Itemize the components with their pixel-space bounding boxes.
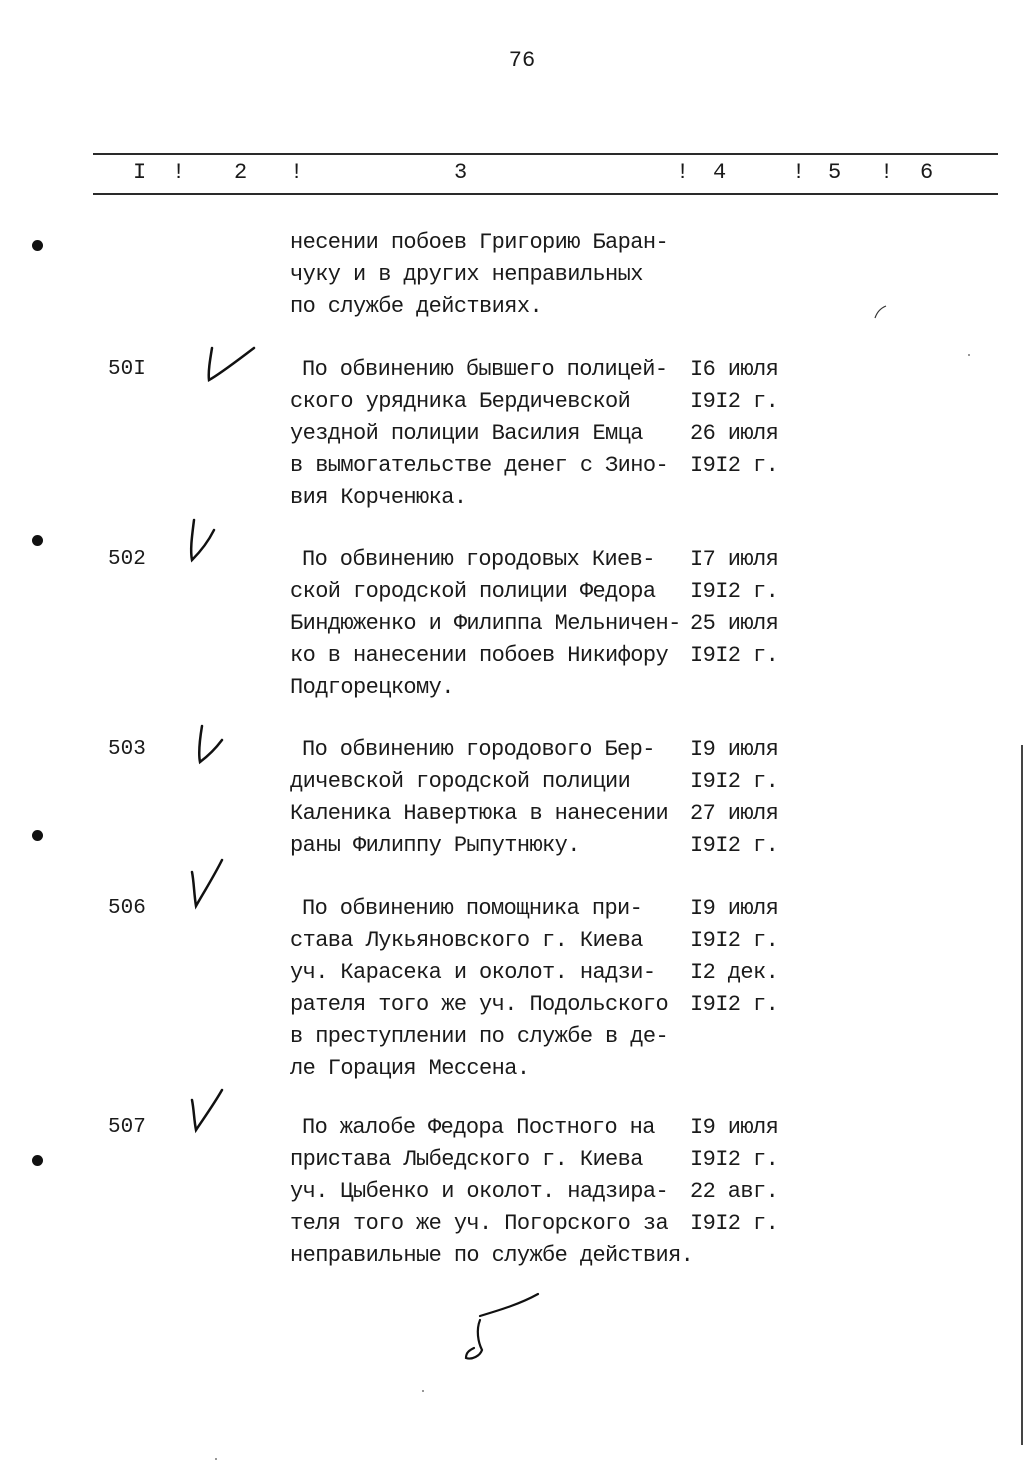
text-line: По обвинению городовых Киев- xyxy=(302,547,655,572)
scan-edge-line xyxy=(1021,745,1023,1445)
text-line: По обвинению городового Бер- xyxy=(302,737,655,762)
column-separator: ! xyxy=(290,160,304,185)
page-number: 76 xyxy=(508,48,536,73)
hole-punch-icon xyxy=(32,830,43,841)
hole-punch-icon xyxy=(32,240,43,251)
header-bottom-rule xyxy=(93,193,998,195)
text-line: в вымогательстве денег с Зино- xyxy=(290,453,669,478)
date-start-year: I9I2 г. xyxy=(690,928,779,953)
date-end-day: 25 июля xyxy=(690,611,779,636)
date-start-year: I9I2 г. xyxy=(690,1147,779,1172)
text-line: в преступлении по службе в де- xyxy=(290,1024,669,1049)
date-start-day: I7 июля xyxy=(690,547,779,572)
hole-punch-icon xyxy=(32,535,43,546)
date-start-day: I9 июля xyxy=(690,1115,779,1140)
text-line: става Лукьяновского г. Киева xyxy=(290,928,643,953)
date-start-year: I9I2 г. xyxy=(690,769,779,794)
text-line: теля того же уч. Погорского за xyxy=(290,1211,669,1236)
text-line: Биндюженко и Филиппа Мельничен- xyxy=(290,611,681,636)
column-header-6: 6 xyxy=(920,160,934,185)
text-line: ской городской полиции Федора xyxy=(290,579,656,604)
entry-number: 50I xyxy=(108,358,146,381)
date-end-year: I9I2 г. xyxy=(690,833,779,858)
stray-mark-icon xyxy=(872,304,888,320)
scan-speck xyxy=(968,354,970,356)
text-line: Подгорецкому. xyxy=(290,675,454,700)
date-start-day: I6 июля xyxy=(690,357,779,382)
handwritten-checkmark-icon xyxy=(190,722,230,768)
text-line: ко в нанесении побоев Никифору xyxy=(290,643,669,668)
text-line: ле Горация Мессена. xyxy=(290,1056,530,1081)
handwritten-checkmark-icon xyxy=(184,1086,228,1136)
header-top-rule xyxy=(93,153,998,155)
column-separator: ! xyxy=(880,160,894,185)
text-line: По обвинению бывшего полицей- xyxy=(302,357,668,382)
handwritten-checkmark-icon xyxy=(200,344,260,386)
text-line: вия Корченюка. xyxy=(290,485,467,510)
date-end-day: 27 июля xyxy=(690,801,779,826)
date-start-year: I9I2 г. xyxy=(690,579,779,604)
entry-number: 502 xyxy=(108,548,146,571)
entry-number: 503 xyxy=(108,738,146,761)
date-end-day: 26 июля xyxy=(690,421,779,446)
date-start-day: I9 июля xyxy=(690,896,779,921)
scan-speck xyxy=(215,1458,217,1460)
date-end-day: I2 дек. xyxy=(690,960,779,985)
text-line: уездной полиции Василия Емца xyxy=(290,421,643,446)
date-end-day: 22 авг. xyxy=(690,1179,779,1204)
text-line: По обвинению помощника при- xyxy=(302,896,643,921)
entry-number: 506 xyxy=(108,897,146,920)
column-header-1: I xyxy=(133,160,147,185)
column-header-2: 2 xyxy=(234,160,248,185)
date-end-year: I9I2 г. xyxy=(690,643,779,668)
handwritten-checkmark-icon xyxy=(182,516,222,568)
column-header-5: 5 xyxy=(828,160,842,185)
date-end-year: I9I2 г. xyxy=(690,1211,779,1236)
column-header-4: 4 xyxy=(713,160,727,185)
column-separator: ! xyxy=(792,160,806,185)
text-line: ского урядника Бердичевской xyxy=(290,389,631,414)
date-start-day: I9 июля xyxy=(690,737,779,762)
text-line: Каленика Навертюка в нанесении xyxy=(290,801,669,826)
date-end-year: I9I2 г. xyxy=(690,453,779,478)
text-line: неправильные по службе действия. xyxy=(290,1243,694,1268)
text-line: пристава Лыбедского г. Киева xyxy=(290,1147,643,1172)
entry-number: 507 xyxy=(108,1116,146,1139)
text-line: рателя того же уч. Подольского xyxy=(290,992,669,1017)
date-end-year: I9I2 г. xyxy=(690,992,779,1017)
text-line: По жалобе Федора Постного на xyxy=(302,1115,655,1140)
column-header-3: 3 xyxy=(454,160,468,185)
text-line: дичевской городской полиции xyxy=(290,769,631,794)
text-line: чуку и в других неправильных xyxy=(290,262,643,287)
column-separator: ! xyxy=(172,160,186,185)
column-separator: ! xyxy=(676,160,690,185)
handwritten-checkmark-icon xyxy=(184,856,228,912)
text-line: уч. Карасека и околот. надзи- xyxy=(290,960,656,985)
date-start-year: I9I2 г. xyxy=(690,389,779,414)
text-line: раны Филиппу Рыпутнюку. xyxy=(290,833,580,858)
handwritten-page-mark-icon xyxy=(460,1290,544,1364)
text-line: несении побоев Григорию Баран- xyxy=(290,230,669,255)
text-line: уч. Цыбенко и околот. надзира- xyxy=(290,1179,669,1204)
scan-speck xyxy=(422,1390,424,1392)
hole-punch-icon xyxy=(32,1155,43,1166)
text-line: по службе действиях. xyxy=(290,294,543,319)
